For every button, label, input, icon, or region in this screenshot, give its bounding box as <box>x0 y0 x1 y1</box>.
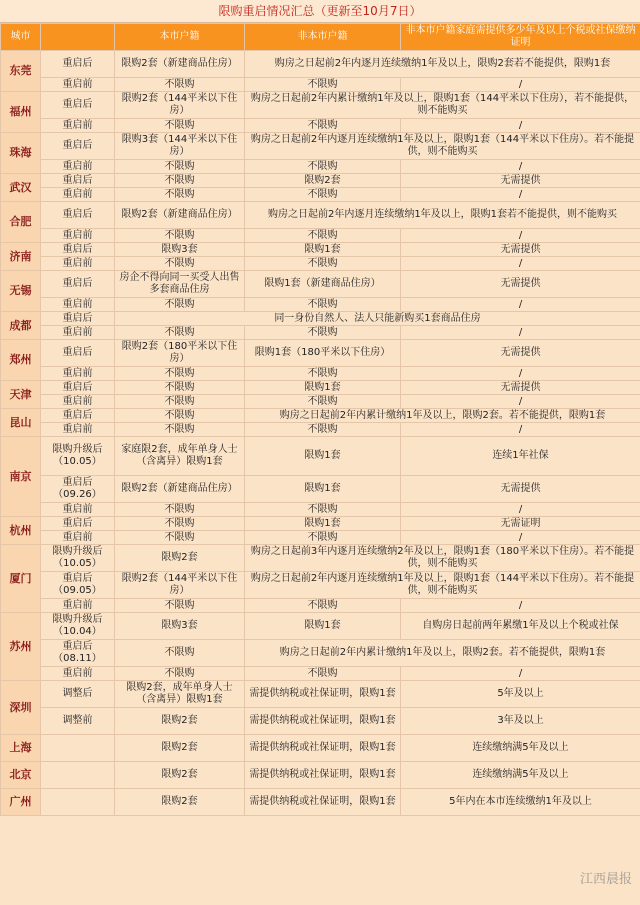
table-row <box>1 312 640 326</box>
proof-cell: 无需提供 <box>401 243 640 257</box>
header-phase <box>41 24 115 51</box>
local-cell: 不限购 <box>115 229 245 243</box>
nonlocal-cell: 不限购 <box>245 326 401 340</box>
proof-cell: / <box>401 395 640 409</box>
nonlocal-cell: 限购1套 <box>245 476 401 503</box>
local-cell: 不限购 <box>115 395 245 409</box>
table-row <box>1 762 640 789</box>
nonlocal-cell: 购房之日起前3年内逐月连续缴纳2年及以上，限购1套（180平米以下住房）。若不能提供，则不能购买 <box>245 545 640 572</box>
local-cell: 限购2套 <box>115 735 245 762</box>
city-cell: 天津 <box>1 381 41 409</box>
phase-cell: 重启前 <box>41 367 115 381</box>
table-row <box>1 667 640 681</box>
nonlocal-cell: 不限购 <box>245 367 401 381</box>
table-row <box>1 789 640 816</box>
nonlocal-cell: 限购1套 <box>245 381 401 395</box>
table-row <box>1 160 640 174</box>
local-cell: 限购2套（新建商品住房） <box>115 202 245 229</box>
local-cell: 不限购 <box>115 188 245 202</box>
local-cell: 不限购 <box>115 423 245 437</box>
nonlocal-cell: 需提供纳税或社保证明，限购1套 <box>245 762 401 789</box>
nonlocal-cell: 购房之日起前2年内逐月连续缴纳1年及以上，限购1套（144平米以下住房）。若不能提供，则不能购买 <box>245 133 640 160</box>
table-row <box>1 271 640 298</box>
phase-cell: 重启前 <box>41 395 115 409</box>
phase-cell: 重启后 <box>41 133 115 160</box>
city-cell: 广州 <box>1 789 41 816</box>
table-row <box>1 708 640 735</box>
table-row <box>1 119 640 133</box>
phase-cell: 重启前 <box>41 229 115 243</box>
phase-cell: 重启前 <box>41 599 115 613</box>
local-cell: 限购2套（180平米以下住房） <box>115 340 245 367</box>
table-row <box>1 476 640 503</box>
city-cell: 东莞 <box>1 51 41 92</box>
table-row <box>1 51 640 78</box>
table-row <box>1 188 640 202</box>
proof-cell: 无需提供 <box>401 340 640 367</box>
proof-cell: / <box>401 667 640 681</box>
table-row <box>1 545 640 572</box>
local-cell: 不限购 <box>115 640 245 667</box>
local-cell: 家庭限2套，成年单身人士（含离异）限购1套 <box>115 437 245 476</box>
proof-cell: 连续缴纳满5年及以上 <box>401 762 640 789</box>
local-cell: 不限购 <box>115 160 245 174</box>
proof-cell: / <box>401 423 640 437</box>
table-row <box>1 531 640 545</box>
table-row <box>1 298 640 312</box>
table-row <box>1 133 640 160</box>
table-row <box>1 423 640 437</box>
proof-cell: / <box>401 367 640 381</box>
nonlocal-cell: 不限购 <box>245 599 401 613</box>
nonlocal-cell: 不限购 <box>245 667 401 681</box>
proof-cell: 5年及以上 <box>401 681 640 708</box>
city-cell: 上海 <box>1 735 41 762</box>
phase-cell: 调整后 <box>41 681 115 708</box>
proof-cell: / <box>401 503 640 517</box>
nonlocal-cell: 不限购 <box>245 119 401 133</box>
nonlocal-cell: 限购1套（新建商品住房） <box>245 271 401 298</box>
phase-cell: 重启后 <box>41 312 115 326</box>
table-row <box>1 381 640 395</box>
nonlocal-cell: 购房之日起前2年内累计缴纳1年及以上，限购2套。若不能提供，限购1套 <box>245 640 640 667</box>
proof-cell: 无需证明 <box>401 517 640 531</box>
nonlocal-cell: 限购1套（180平米以下住房） <box>245 340 401 367</box>
city-cell: 深圳 <box>1 681 41 735</box>
local-cell: 同一身份自然人、法人只能新购买1套商品住房 <box>115 312 640 326</box>
local-cell: 限购2套 <box>115 708 245 735</box>
nonlocal-cell: 限购1套 <box>245 613 401 640</box>
phase-cell: 重启前 <box>41 78 115 92</box>
local-cell: 不限购 <box>115 381 245 395</box>
local-cell: 限购3套 <box>115 243 245 257</box>
phase-cell <box>41 762 115 789</box>
table-row <box>1 243 640 257</box>
nonlocal-cell: 不限购 <box>245 298 401 312</box>
local-cell: 限购2套（144平米以下住房） <box>115 572 245 599</box>
policy-table <box>0 23 640 816</box>
proof-cell: 5年内在本市连续缴纳1年及以上 <box>401 789 640 816</box>
proof-cell: / <box>401 326 640 340</box>
table-row <box>1 78 640 92</box>
nonlocal-cell: 需提供纳税或社保证明，限购1套 <box>245 789 401 816</box>
proof-cell: / <box>401 119 640 133</box>
nonlocal-cell: 不限购 <box>245 257 401 271</box>
phase-cell: 重启后 <box>41 51 115 78</box>
nonlocal-cell: 需提供纳税或社保证明，限购1套 <box>245 681 401 708</box>
proof-cell: 连续缴纳满5年及以上 <box>401 735 640 762</box>
local-cell: 限购2套（新建商品住房） <box>115 476 245 503</box>
table-row <box>1 92 640 119</box>
local-cell: 不限购 <box>115 367 245 381</box>
city-cell: 无锡 <box>1 271 41 312</box>
city-cell: 昆山 <box>1 409 41 437</box>
local-cell: 不限购 <box>115 326 245 340</box>
local-cell: 限购2套，成年单身人士（含离异）限购1套 <box>115 681 245 708</box>
phase-cell: 重启后 <box>41 271 115 298</box>
city-cell: 济南 <box>1 243 41 271</box>
local-cell: 不限购 <box>115 174 245 188</box>
nonlocal-cell: 限购1套 <box>245 243 401 257</box>
nonlocal-cell: 限购2套 <box>245 174 401 188</box>
table-row <box>1 572 640 599</box>
nonlocal-cell: 不限购 <box>245 395 401 409</box>
phase-cell <box>41 789 115 816</box>
phase-cell: 限购升级后（10.05） <box>41 545 115 572</box>
table-row <box>1 202 640 229</box>
proof-cell: / <box>401 257 640 271</box>
city-cell: 成都 <box>1 312 41 340</box>
nonlocal-cell: 需提供纳税或社保证明，限购1套 <box>245 708 401 735</box>
local-cell: 限购2套（144平米以下住房） <box>115 92 245 119</box>
nonlocal-cell: 限购1套 <box>245 437 401 476</box>
local-cell: 不限购 <box>115 257 245 271</box>
nonlocal-cell: 不限购 <box>245 531 401 545</box>
nonlocal-cell: 购房之日起前2年内逐月连续缴纳1年及以上，限购2套若不能提供，限购1套 <box>245 51 640 78</box>
phase-cell <box>41 735 115 762</box>
local-cell: 不限购 <box>115 119 245 133</box>
phase-cell: 调整前 <box>41 708 115 735</box>
phase-cell: 重启前 <box>41 326 115 340</box>
table-row <box>1 174 640 188</box>
local-cell: 限购2套 <box>115 762 245 789</box>
page-title: 限购重启情况汇总（更新至10月7日） <box>0 0 640 23</box>
phase-cell: 重启前 <box>41 119 115 133</box>
table-row <box>1 340 640 367</box>
nonlocal-cell: 不限购 <box>245 188 401 202</box>
phase-cell: 重启后（08.11） <box>41 640 115 667</box>
phase-cell: 重启后 <box>41 340 115 367</box>
nonlocal-cell: 不限购 <box>245 423 401 437</box>
proof-cell: / <box>401 531 640 545</box>
city-cell: 福州 <box>1 92 41 133</box>
nonlocal-cell: 不限购 <box>245 503 401 517</box>
proof-cell: 无需提供 <box>401 271 640 298</box>
local-cell: 限购2套（新建商品住房） <box>115 51 245 78</box>
proof-cell: 自购房日起前两年累缴1年及以上个税或社保 <box>401 613 640 640</box>
table-row <box>1 229 640 243</box>
phase-cell: 重启前 <box>41 531 115 545</box>
table-row <box>1 681 640 708</box>
local-cell: 不限购 <box>115 531 245 545</box>
local-cell: 限购2套 <box>115 789 245 816</box>
local-cell: 不限购 <box>115 409 245 423</box>
city-cell: 厦门 <box>1 545 41 613</box>
city-cell: 武汉 <box>1 174 41 202</box>
proof-cell: / <box>401 599 640 613</box>
city-cell: 北京 <box>1 762 41 789</box>
local-cell: 不限购 <box>115 599 245 613</box>
table-row <box>1 367 640 381</box>
table-row <box>1 326 640 340</box>
proof-cell: 无需提供 <box>401 174 640 188</box>
phase-cell: 重启后 <box>41 92 115 119</box>
watermark: 江西晨报 <box>579 872 632 887</box>
phase-cell: 重启前 <box>41 188 115 202</box>
nonlocal-cell: 限购1套 <box>245 517 401 531</box>
proof-cell: 无需提供 <box>401 381 640 395</box>
proof-cell: / <box>401 229 640 243</box>
phase-cell: 限购升级后（10.04） <box>41 613 115 640</box>
phase-cell: 重启前 <box>41 298 115 312</box>
proof-cell: 3年及以上 <box>401 708 640 735</box>
city-cell: 杭州 <box>1 517 41 545</box>
table-row <box>1 395 640 409</box>
nonlocal-cell: 购房之日起前2年内累计缴纳1年及以上，限购2套。若不能提供，限购1套 <box>245 409 640 423</box>
table-row <box>1 517 640 531</box>
local-cell: 不限购 <box>115 298 245 312</box>
phase-cell: 重启前 <box>41 503 115 517</box>
phase-cell: 重启后（09.05） <box>41 572 115 599</box>
phase-cell: 重启后 <box>41 409 115 423</box>
local-cell: 不限购 <box>115 78 245 92</box>
city-cell: 苏州 <box>1 613 41 681</box>
phase-cell: 重启前 <box>41 257 115 271</box>
phase-cell: 重启后（09.26） <box>41 476 115 503</box>
local-cell: 不限购 <box>115 667 245 681</box>
city-cell: 珠海 <box>1 133 41 174</box>
header-nonlocal: 非本市户籍 <box>245 24 401 51</box>
proof-cell: / <box>401 78 640 92</box>
nonlocal-cell: 不限购 <box>245 160 401 174</box>
local-cell: 不限购 <box>115 503 245 517</box>
local-cell: 限购3套（144平米以下住房） <box>115 133 245 160</box>
table-row <box>1 437 640 476</box>
header-local: 本市户籍 <box>115 24 245 51</box>
table-row <box>1 735 640 762</box>
proof-cell: / <box>401 160 640 174</box>
table-row <box>1 640 640 667</box>
proof-cell: 连续1年社保 <box>401 437 640 476</box>
nonlocal-cell: 购房之日起前2年内累计缴纳1年及以上，限购1套（144平米以下住房），若不能提供，则不能购买 <box>245 92 640 119</box>
proof-cell: 无需提供 <box>401 476 640 503</box>
header-proof: 非本市户籍家庭需提供多少年及以上个税或社保缴纳证明 <box>401 24 640 51</box>
header-city: 城市 <box>1 24 41 51</box>
phase-cell: 重启后 <box>41 517 115 531</box>
proof-cell: / <box>401 298 640 312</box>
local-cell: 不限购 <box>115 517 245 531</box>
nonlocal-cell: 需提供纳税或社保证明，限购1套 <box>245 735 401 762</box>
city-cell: 郑州 <box>1 340 41 381</box>
table-row <box>1 409 640 423</box>
table-row <box>1 257 640 271</box>
phase-cell: 重启前 <box>41 423 115 437</box>
nonlocal-cell: 不限购 <box>245 78 401 92</box>
city-cell: 合肥 <box>1 202 41 243</box>
phase-cell: 重启前 <box>41 160 115 174</box>
table-row <box>1 599 640 613</box>
proof-cell: / <box>401 188 640 202</box>
city-cell: 南京 <box>1 437 41 517</box>
nonlocal-cell: 购房之日起前2年内逐月连续缴纳1年及以上，限购1套若不能提供，则不能购买 <box>245 202 640 229</box>
phase-cell: 重启后 <box>41 381 115 395</box>
phase-cell: 重启前 <box>41 667 115 681</box>
table-row <box>1 503 640 517</box>
local-cell: 限购3套 <box>115 613 245 640</box>
phase-cell: 重启后 <box>41 243 115 257</box>
nonlocal-cell: 不限购 <box>245 229 401 243</box>
phase-cell: 重启后 <box>41 174 115 188</box>
phase-cell: 重启后 <box>41 202 115 229</box>
table-row <box>1 613 640 640</box>
nonlocal-cell: 购房之日起前2年内逐月连续缴纳1年及以上，限购1套（144平米以下住房）。若不能提供，则不能购买 <box>245 572 640 599</box>
phase-cell: 限购升级后（10.05） <box>41 437 115 476</box>
local-cell: 限购2套 <box>115 545 245 572</box>
local-cell: 房企不得向同一买受人出售多套商品住房 <box>115 271 245 298</box>
table-body <box>1 51 640 816</box>
